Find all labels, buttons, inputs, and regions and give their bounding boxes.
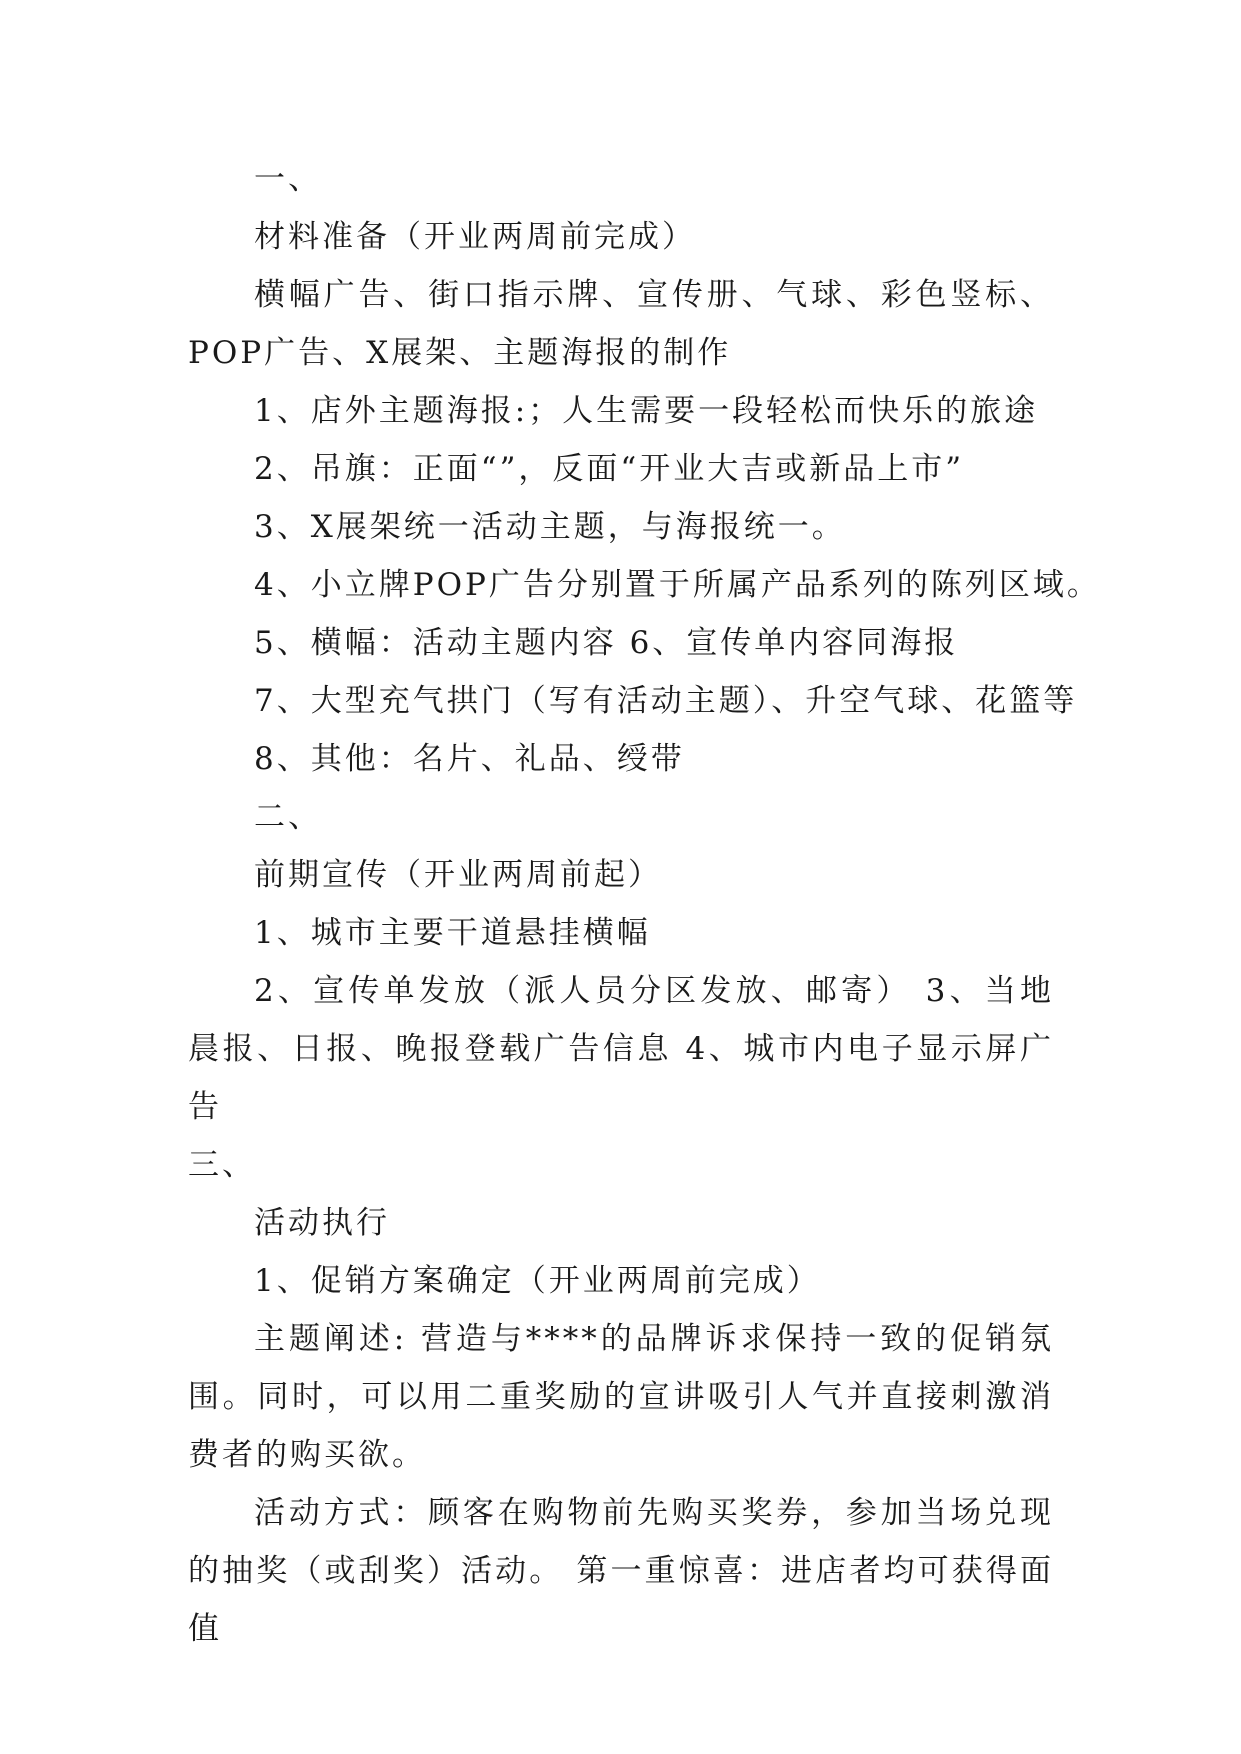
section-title-execution: 活动执行 <box>254 1205 390 1241</box>
section-title-promotion: 前期宣传（开业两周前起） <box>254 857 662 893</box>
list-item: 8、其他：名片、礼品、绶带 <box>254 741 685 777</box>
paragraph-materials-list: 横幅广告、街口指示牌、宣传册、气球、彩色竖标、POP广告、X展架、主题海报的制作 <box>188 277 1054 371</box>
section-heading-3: 三、 <box>188 1147 256 1183</box>
list-item: 5、横幅：活动主题内容 6、宣传单内容同海报 <box>254 625 959 661</box>
paragraph-theme: 主题阐述: 营造与****的品牌诉求保持一致的促销氛围。同时，可以用二重奖励的宣讲吸引人气并直接刺激消费者的购买欲。 <box>188 1321 1054 1473</box>
list-item: 7、大型充气拱门（写有活动主题）、升空气球、花篮等 <box>254 683 1078 719</box>
paragraph-activity-method: 活动方式：顾客在购物前先购买奖券，参加当场兑现的抽奖（或刮奖）活动。 第一重惊喜：进店者均可获得面值 <box>188 1495 1054 1647</box>
list-item: 1、店外主题海报:；人生需要一段轻松而快乐的旅途 <box>254 393 1039 429</box>
paragraph-promotion-channels: 2、宣传单发放（派人员分区发放、邮寄） 3、当地晨报、日报、晚报登载广告信息 4、城市内电子显示屏广告 <box>188 973 1054 1125</box>
section-heading-1: 一、 <box>254 161 322 197</box>
document-body <box>188 150 1101 1658</box>
list-item: 1、促销方案确定（开业两周前完成） <box>254 1263 821 1299</box>
section-heading-2: 二、 <box>254 799 322 835</box>
list-item: 2、吊旗：正面“”，反面“开业大吉或新品上市” <box>254 451 965 487</box>
list-item: 4、小立牌POP广告分别置于所属产品系列的陈列区域。 <box>254 567 1101 603</box>
section-title-materials: 材料准备（开业两周前完成） <box>254 219 696 255</box>
list-item: 1、城市主要干道悬挂横幅 <box>254 915 651 951</box>
list-item: 3、X展架统一活动主题，与海报统一。 <box>254 509 846 545</box>
